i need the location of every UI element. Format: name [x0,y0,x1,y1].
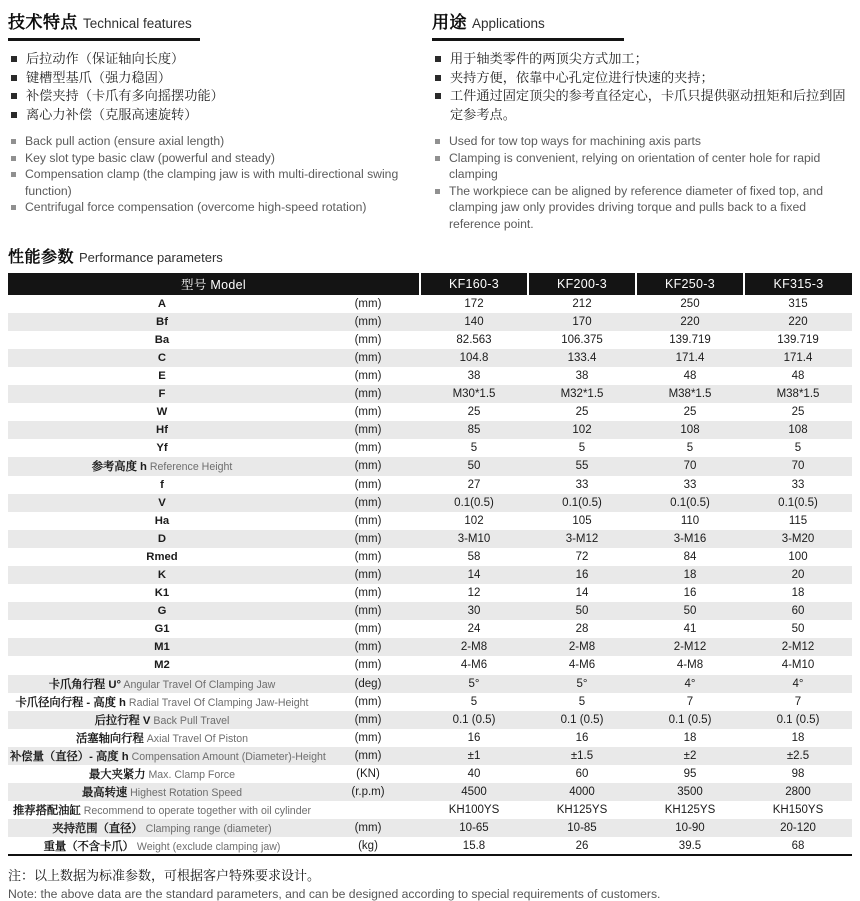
param-label-cell: 推荐搭配油缸 Recommend to operate together with oil cylinder [12,805,312,818]
technical-features-list-zh [8,50,424,124]
value-cell: 0.1(0.5) [778,496,818,509]
param-label-cell: G1 [154,623,170,636]
table-row [8,349,852,367]
param-label-cell: 参考高度 h Reference Height [91,461,233,474]
bullet-text: 补偿夹持（卡爪有多向摇摆功能） [26,88,224,103]
unit-cell: (mm) [354,731,382,744]
section-title-zh: 性能参数 [8,248,75,266]
value-cell: 2-M8 [568,641,596,654]
value-cell: 3-M10 [457,532,491,545]
table-row [8,512,852,530]
unit-cell: (mm) [354,315,382,328]
value-cell: 18 [683,731,697,744]
note-en: Note: the above data are the standard parameters, and can be designed according to special requirements of customers. [8,887,661,901]
param-label-cell: Ha [154,514,170,527]
value-cell: 0.1(0.5) [454,496,494,509]
bullet-square-icon [11,93,17,99]
table-row [8,783,852,801]
performance-parameters-table [8,273,852,857]
table-row [8,494,852,512]
bullet-square-icon [435,189,440,194]
value-cell: 82.563 [456,333,492,346]
bullet-text: Used for tow top ways for machining axis parts [449,134,701,148]
value-cell: 24 [467,623,481,636]
value-cell: 3-M12 [565,532,599,545]
bullet-square-icon [435,139,440,144]
value-cell: 5 [578,442,586,455]
value-cell: 115 [788,514,808,527]
value-cell: 3500 [677,786,703,799]
unit-cell: (mm) [354,424,382,437]
table-row [8,439,852,457]
param-label-cell: Rmed [146,550,178,563]
param-label-cell: D [157,532,167,545]
table-row [8,421,852,439]
unit-cell: (mm) [354,605,382,618]
value-cell: 110 [680,514,700,527]
table-row [8,295,852,313]
value-cell: 50 [791,623,805,636]
table-row [8,530,852,548]
value-cell: KH125YS [556,804,608,817]
value-cell: 14 [575,587,589,600]
value-cell: 7 [686,695,694,708]
value-cell: 30 [467,605,481,618]
bullet-square-icon [435,93,441,99]
value-cell: 70 [683,460,697,473]
value-cell: 172 [464,297,484,310]
technical-features-section [8,6,424,222]
feature-item-en [8,166,424,199]
param-label-cell: Yf [156,442,168,455]
unit-cell: (mm) [354,641,382,654]
bullet-text: Clamping is convenient, relying on orientation of center hole for rapid clamping [449,150,821,182]
value-cell: 5° [468,677,480,690]
value-cell: 4000 [569,786,595,799]
section-title-en: Technical features [83,16,192,31]
table-row [8,729,852,747]
value-cell: 2-M12 [781,641,815,654]
value-cell: 41 [683,623,697,636]
table-row [8,837,852,855]
value-cell: 220 [788,315,808,328]
bullet-square-icon [11,112,17,118]
value-cell: 105 [572,514,592,527]
value-cell: 170 [572,315,592,328]
value-cell: 12 [467,587,481,600]
application-item-zh [432,50,852,69]
value-cell: 0.1 (0.5) [668,713,712,726]
value-cell: 0.1 (0.5) [560,713,604,726]
param-label-cell: 最高转速 Highest Rotation Speed [81,787,243,800]
table-header-row [8,273,852,295]
value-cell: 4-M8 [676,659,704,672]
bullet-square-icon [11,75,17,81]
bullet-text: 后拉动作（保证轴向长度） [26,51,185,66]
value-cell: 50 [683,605,697,618]
value-cell: ±2.5 [786,749,810,762]
table-row [8,675,852,693]
value-cell: 48 [683,369,697,382]
value-cell: 5 [794,442,802,455]
value-cell: 84 [683,550,697,563]
table-row [8,403,852,421]
value-cell: 108 [788,424,808,437]
value-cell: 7 [794,695,802,708]
value-cell: ±1.5 [570,749,594,762]
value-cell: 0.1 (0.5) [452,713,496,726]
spec-table-body [8,295,852,856]
value-cell: 250 [680,297,700,310]
param-label-cell: 重量（不含卡爪） Weight (exclude clamping jaw) [43,840,281,853]
unit-cell: (mm) [354,496,382,509]
value-cell: 2-M8 [460,641,488,654]
unit-cell: (kg) [358,839,378,852]
bullet-text: Key slot type basic claw (powerful and steady) [25,150,275,165]
table-row [8,548,852,566]
unit-cell: (mm) [354,333,382,346]
technical-features-list-en [8,133,424,216]
value-cell: 4500 [461,786,487,799]
value-cell: 3-M16 [673,532,707,545]
model-column-header: KF200-3 [528,273,636,295]
param-label-cell: 后拉行程 V Back Pull Travel [94,714,230,727]
param-label-cell: E [158,369,166,382]
value-cell: 10-85 [567,822,597,835]
value-cell: 100 [788,550,808,563]
value-cell: 0.1 (0.5) [776,713,820,726]
applications-title [432,6,624,41]
application-item-en [432,150,852,183]
applications-list-en [432,133,852,233]
param-label-cell: 夹持范围（直径） Clamping range (diameter) [52,823,272,836]
value-cell: 25 [575,406,589,419]
value-cell: 2800 [785,786,811,799]
value-cell: M30*1.5 [452,388,496,401]
value-cell: 33 [683,478,697,491]
value-cell: KH125YS [664,804,716,817]
table-row [8,620,852,638]
unit-cell: (mm) [354,351,382,364]
value-cell: 0.1(0.5) [670,496,710,509]
unit-cell: (r.p.m) [351,786,385,799]
table-row [8,638,852,656]
unit-cell [316,801,420,819]
param-label-cell: G [157,605,167,618]
unit-cell: (mm) [354,587,382,600]
value-cell: 5 [686,442,694,455]
value-cell: 133.4 [567,351,597,364]
table-row [8,476,852,494]
section-title-zh: 技术特点 [8,13,78,32]
table-row [8,693,852,711]
value-cell: 0.1(0.5) [562,496,602,509]
unit-cell: (mm) [354,442,382,455]
unit-cell: (mm) [354,822,382,835]
param-label-cell: 卡爪径向行程 - 高度 h Radial Travel Of Clamping Jaw-Height [15,696,309,709]
table-row [8,819,852,837]
model-header-cell: 型号 Model [8,273,420,295]
section-title-en: Applications [472,16,545,31]
value-cell: 25 [467,406,481,419]
table-row [8,584,852,602]
bullet-square-icon [11,172,16,177]
feature-item-zh [8,50,424,69]
table-row [8,457,852,475]
value-cell: 27 [467,478,481,491]
bullet-text: Compensation clamp (the clamping jaw is with multi-directional swing function) [25,167,399,198]
bullet-square-icon [11,205,16,210]
unit-cell: (mm) [354,460,382,473]
section-title-en: Performance parameters [79,249,223,265]
param-label-cell: 补偿量（直径）- 高度 h Compensation Amount (Diameter)-Height [10,750,326,763]
value-cell: 38 [467,369,481,382]
applications-list-zh [432,50,852,124]
bullet-text: Back pull action (ensure axial length) [25,134,225,148]
table-row [8,656,852,674]
value-cell: 33 [791,478,805,491]
bullet-text: 用于轴类零件的两顶尖方式加工； [450,51,648,66]
unit-cell: (mm) [354,550,382,563]
bullet-text: Centrifugal force compensation (overcome high-speed rotation) [25,200,367,215]
value-cell: 25 [683,406,697,419]
unit-cell: (KN) [356,768,380,781]
param-label-cell: Bf [156,315,168,328]
value-cell: 4-M6 [568,659,596,672]
value-cell: M38*1.5 [776,388,820,401]
technical-features-title [8,6,200,41]
bullet-square-icon [435,56,441,62]
value-cell: 171.4 [675,351,705,364]
value-cell: 48 [791,369,805,382]
value-cell: 60 [575,768,589,781]
param-label-cell: M1 [154,641,170,654]
value-cell: 20-120 [780,822,816,835]
bullet-text: 工件通过固定顶尖的参考直径定心，卡爪只提供驱动扭矩和后拉到固定参考点。 [450,88,846,122]
feature-item-en [8,150,424,167]
value-cell: 10-65 [459,822,489,835]
value-cell: 2-M12 [673,641,707,654]
value-cell: 39.5 [678,839,702,852]
note-zh: 注：以上数据为标准参数，可根据客户特殊要求设计。 [8,868,321,884]
section-title-zh: 用途 [432,13,467,32]
unit-cell: (mm) [354,514,382,527]
feature-item-zh [8,106,424,125]
value-cell: 139.719 [777,333,819,346]
value-cell: ±2 [683,749,697,762]
param-label-cell: C [157,351,167,364]
param-label-cell: 最大夹紧力 Max. Clamp Force [89,769,235,782]
value-cell: 10-90 [675,822,705,835]
value-cell: 40 [467,768,481,781]
value-cell: M38*1.5 [668,388,712,401]
param-label-cell: V [158,496,166,509]
unit-cell: (mm) [354,406,382,419]
value-cell: 16 [575,731,589,744]
value-cell: 108 [680,424,700,437]
unit-cell: (mm) [354,713,382,726]
table-row [8,331,852,349]
value-cell: 28 [575,623,589,636]
bullet-square-icon [435,156,440,161]
value-cell: 5 [470,442,478,455]
value-cell: 98 [791,768,805,781]
value-cell: 315 [788,297,808,310]
unit-cell: (mm) [354,695,382,708]
param-label-cell: 活塞轴向行程 Axial Travel Of Piston [75,732,248,745]
unit-cell: (deg) [354,677,382,690]
value-cell: 102 [464,514,484,527]
value-cell: 95 [683,768,697,781]
value-cell: ±1 [467,749,481,762]
value-cell: 70 [791,460,805,473]
model-column-header: KF250-3 [636,273,744,295]
value-cell: 3-M20 [781,532,815,545]
param-label-cell: f [160,478,164,491]
application-item-zh [432,87,852,124]
param-label-cell: K [157,569,167,582]
value-cell: 139.719 [669,333,711,346]
bullet-square-icon [435,75,441,81]
value-cell: 4° [684,677,696,690]
value-cell: 16 [683,587,697,600]
value-cell: 171.4 [783,351,813,364]
value-cell: 104.8 [459,351,489,364]
bullet-text: The workpiece can be aligned by reference diameter of fixed top, and clamping jaw only provides driving torque and pulls back to a fixed reference point. [449,183,823,231]
table-row [8,801,852,819]
value-cell: 4° [792,677,804,690]
param-label-cell: 卡爪角行程 U° Angular Travel Of Clamping Jaw [48,678,276,691]
feature-item-en [8,133,424,150]
value-cell: 5° [576,677,588,690]
unit-cell: (mm) [354,388,382,401]
table-row [8,313,852,331]
bullet-square-icon [11,139,16,144]
value-cell: 18 [683,569,697,582]
value-cell: 4-M6 [460,659,488,672]
bullet-square-icon [11,56,17,62]
value-cell: 60 [791,605,805,618]
value-cell: 25 [791,406,805,419]
table-row [8,367,852,385]
unit-cell: (mm) [354,659,382,672]
value-cell: M32*1.5 [560,388,604,401]
unit-cell: (mm) [354,623,382,636]
value-cell: 85 [467,424,481,437]
unit-cell: (mm) [354,369,382,382]
unit-cell: (mm) [354,569,382,582]
model-column-header: KF160-3 [420,273,528,295]
param-label-cell: K1 [154,587,170,600]
applications-section [432,6,852,239]
top-sections [8,6,852,239]
table-row [8,765,852,783]
feature-item-zh [8,87,424,106]
table-row [8,566,852,584]
bullet-text: 键槽型基爪（强力稳固） [26,69,172,85]
value-cell: KH150YS [772,804,824,817]
unit-cell: (mm) [354,478,382,491]
performance-parameters-title [8,244,852,267]
param-label-cell: W [156,406,168,419]
unit-cell: (mm) [354,532,382,545]
value-cell: 14 [467,569,481,582]
table-row [8,602,852,620]
value-cell: 50 [467,460,481,473]
value-cell: 212 [572,297,592,310]
value-cell: 106.375 [561,333,603,346]
value-cell: 68 [791,839,805,852]
value-cell: 20 [791,569,805,582]
value-cell: 4-M10 [781,659,815,672]
value-cell: 16 [467,731,481,744]
value-cell: 72 [575,550,589,563]
value-cell: KH100YS [448,804,500,817]
value-cell: 50 [575,605,589,618]
bullet-text: 夹持方便，依靠中心孔定位进行快速的夹持； [450,69,714,85]
value-cell: 16 [575,569,589,582]
value-cell: 55 [575,460,589,473]
value-cell: 38 [575,369,589,382]
param-label-cell: M2 [154,659,170,672]
value-cell: 33 [575,478,589,491]
unit-cell: (mm) [354,749,382,762]
value-cell: 5 [470,695,478,708]
bullet-square-icon [11,156,16,161]
value-cell: 26 [575,839,589,852]
model-column-header: KF315-3 [744,273,852,295]
value-cell: 18 [791,587,805,600]
table-row [8,385,852,403]
param-label-cell: Hf [156,424,168,437]
feature-item-en [8,199,424,216]
value-cell: 5 [578,695,586,708]
application-item-en [432,133,852,150]
feature-item-zh [8,69,424,88]
value-cell: 15.8 [462,839,486,852]
value-cell: 58 [467,550,481,563]
table-row [8,747,852,765]
application-item-en [432,183,852,233]
table-row [8,711,852,729]
value-cell: 140 [464,315,484,328]
param-label-cell: A [157,297,167,310]
value-cell: 18 [791,731,805,744]
bullet-text: 离心力补偿（克服高速旋转） [26,106,198,122]
unit-cell: (mm) [354,297,382,310]
application-item-zh [432,69,852,88]
param-label-cell: F [158,388,166,401]
param-label-cell: Ba [154,333,170,346]
value-cell: 220 [680,315,700,328]
value-cell: 102 [572,424,592,437]
